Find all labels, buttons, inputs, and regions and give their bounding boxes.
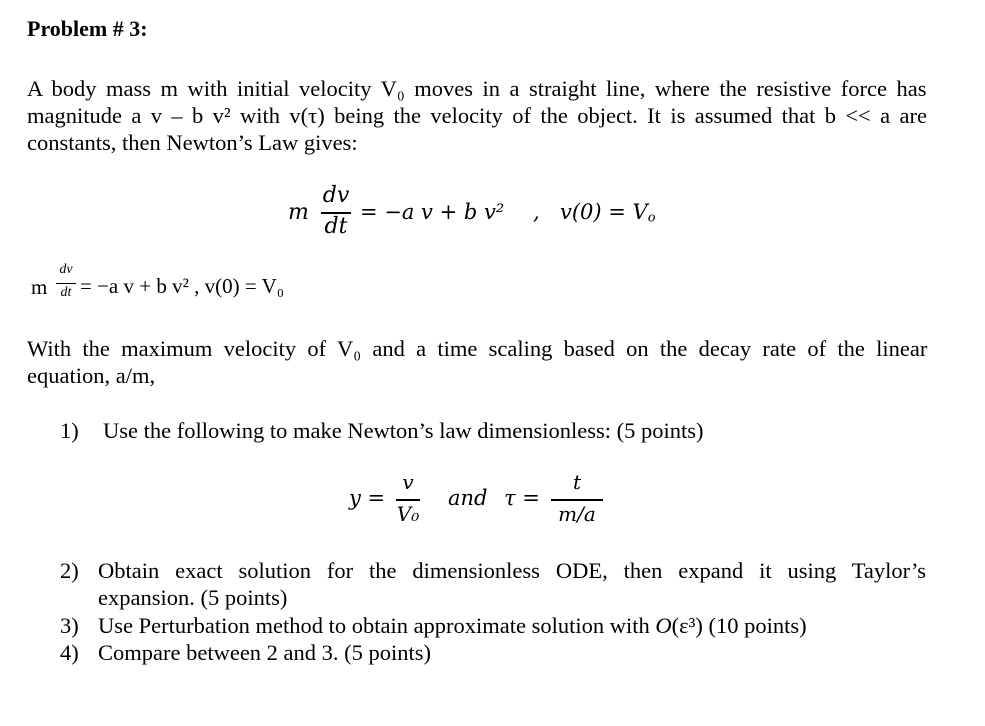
epsilon-order: (ε³) <box>671 613 703 638</box>
question-4-number: 4) <box>60 640 79 665</box>
scaling-line-1: With the maximum velocity of V₀ and a time scaling based on the decay rate of the linear <box>27 336 928 361</box>
question-2-text-line-2: expansion. (5 points) <box>98 585 288 610</box>
eq1-rhs: = −a v + b v² <box>360 200 505 224</box>
question-3-number: 3) <box>60 613 79 638</box>
eq3-y-numerator: v <box>402 470 414 494</box>
eq2-rhs: = −a v + b v² , v(0) = V₀ <box>80 274 285 298</box>
eq3-y: y = <box>349 486 386 510</box>
scaling-line-2: equation, a/m, <box>27 363 156 388</box>
eq3-and: and <box>448 486 488 510</box>
eq1-comma: , <box>533 200 540 224</box>
eq2-fraction-bar <box>56 283 76 284</box>
big-o-symbol: O <box>655 613 672 638</box>
intro-line-1: A body mass m with initial velocity V₀ moves in a straight line, where the resistive force has <box>27 76 927 101</box>
intro-line-3: constants, then Newton’s Law gives: <box>27 130 358 155</box>
eq3-tau-numerator: t <box>572 470 582 494</box>
eq3-tau-fraction-bar <box>551 499 603 501</box>
question-4-text: Compare between 2 and 3. (5 points) <box>98 640 432 665</box>
question-1-number: 1) <box>60 418 79 443</box>
question-1-text: Use the following to make Newton’s law dimensionless: (5 points) <box>103 418 704 443</box>
eq1-initial-condition: $v(0) = V_o$ <box>560 200 656 226</box>
question-2-number: 2) <box>60 558 79 583</box>
question-3-text: Use Perturbation method to obtain approximate solution with O(ε³) (10 points) <box>98 613 807 638</box>
eq2-numerator: dv <box>59 262 73 277</box>
eq2-denominator: dt <box>60 285 72 300</box>
eq3-tau: τ = <box>504 486 540 510</box>
eq1-denominator: dt <box>324 214 348 239</box>
eq3-y-denominator: V₀ <box>396 502 420 526</box>
problem-title: Problem # 3: <box>27 16 148 41</box>
eq1-mass: m <box>288 200 309 225</box>
eq1-numerator: dv <box>322 183 350 208</box>
eq3-y-fraction-bar <box>396 499 420 501</box>
eq3-tau-denominator: m/a <box>558 502 596 526</box>
eq2-mass: m <box>31 275 48 299</box>
intro-line-2: magnitude a v – b v² with v(τ) being the velocity of the object. It is assumed that b << a are <box>27 103 927 128</box>
question-2-text-line-1: Obtain exact solution for the dimensionless ODE, then expand it using Taylor’s <box>98 558 926 583</box>
